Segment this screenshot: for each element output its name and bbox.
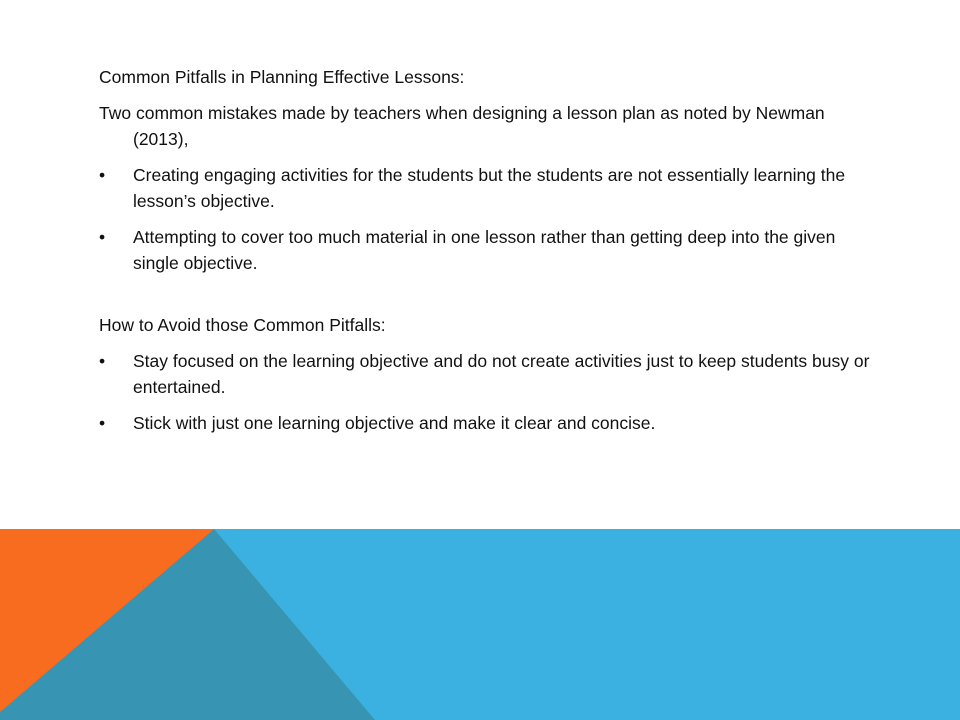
list-item-text: Stick with just one learning objective and make it clear and concise. <box>133 413 656 433</box>
bullet-icon: • <box>99 351 106 371</box>
bullet-icon: • <box>99 413 106 433</box>
list-item <box>99 348 879 400</box>
list-item-text: Stay focused on the learning objective and do not create activities just to keep students busy or entertained. <box>133 351 870 397</box>
list-item-text: Creating engaging activities for the students but the students are not essentially learning the lesson’s objective. <box>133 165 846 211</box>
slide-body <box>99 64 879 446</box>
section-spacer <box>99 286 879 312</box>
bullet-icon: • <box>99 165 106 185</box>
list-item <box>99 224 879 276</box>
section-heading-pitfalls: Common Pitfalls in Planning Effective Lessons: <box>99 67 465 87</box>
list-item <box>99 410 879 436</box>
bullet-icon: • <box>99 227 106 247</box>
decorative-footer-band <box>0 529 960 720</box>
section-heading-avoid: How to Avoid those Common Pitfalls: <box>99 315 386 335</box>
intro-paragraph: Two common mistakes made by teachers when designing a lesson plan as noted by Newman (2013), <box>99 103 825 149</box>
list-item-text: Attempting to cover too much material in one lesson rather than getting deep into the given single objective. <box>133 227 836 273</box>
list-item <box>99 162 879 214</box>
